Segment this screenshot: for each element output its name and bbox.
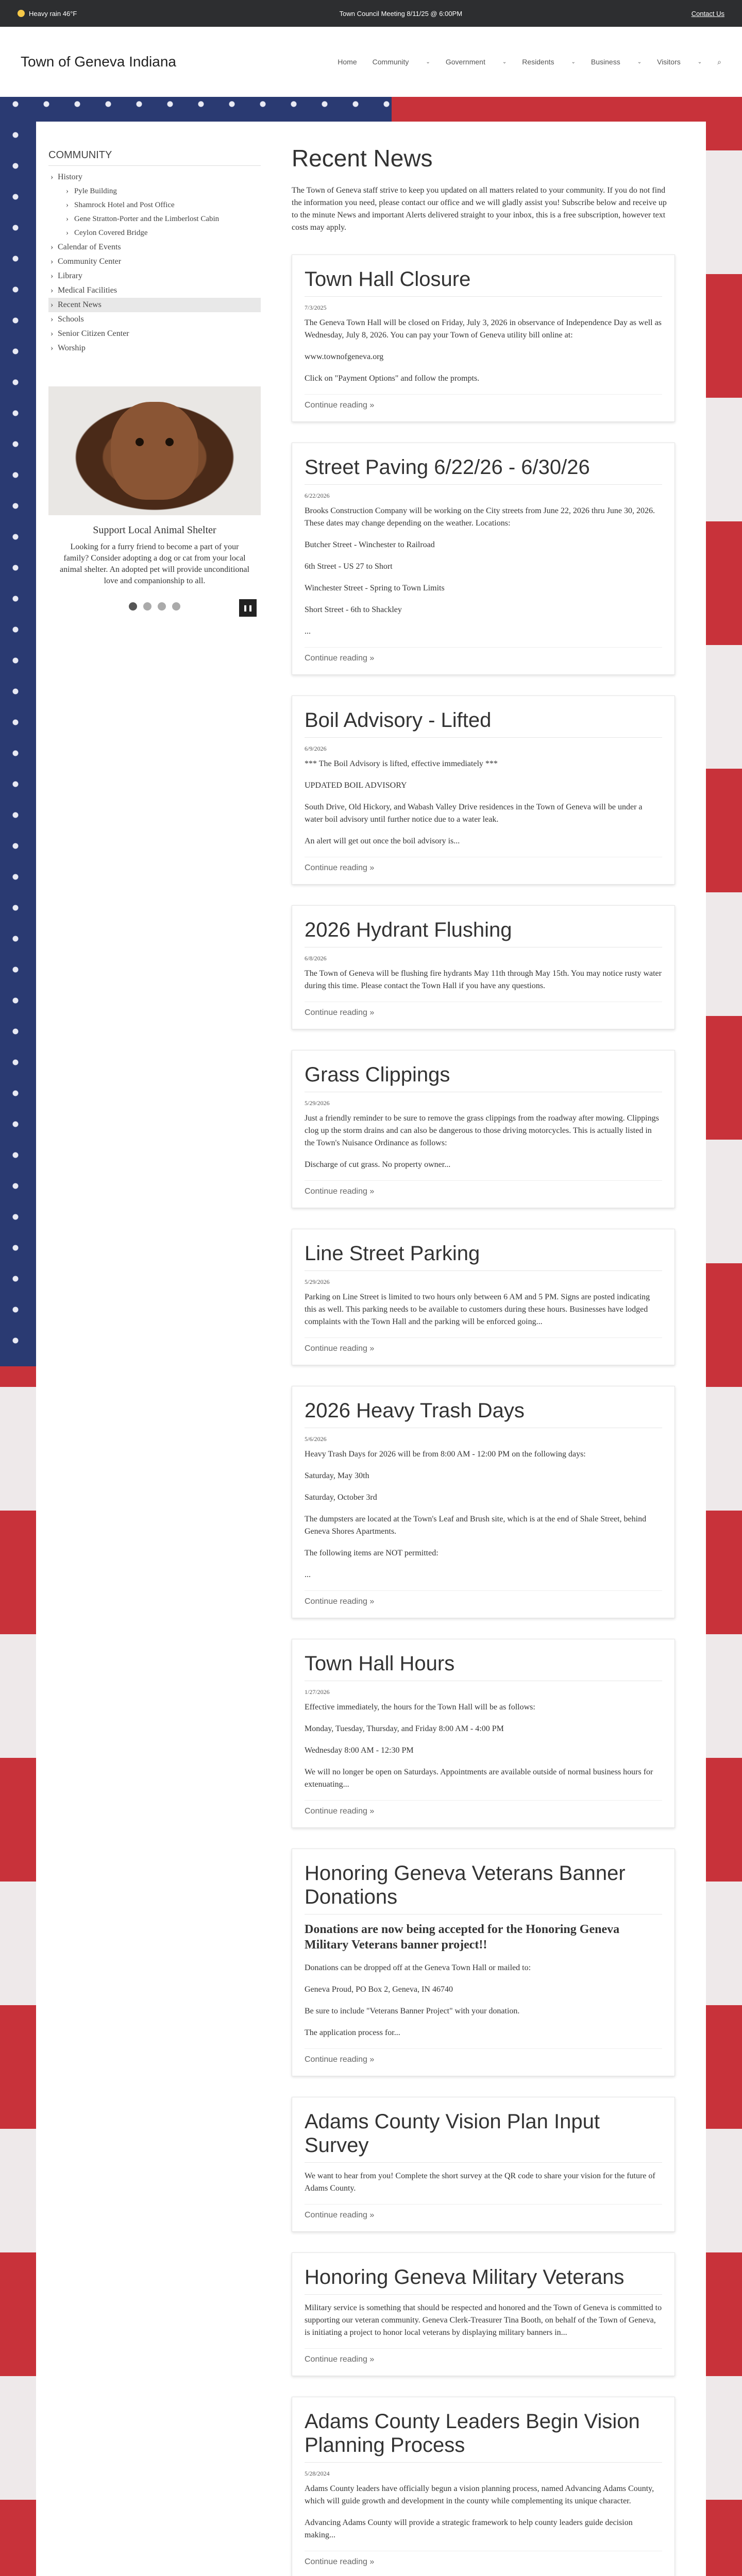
continue-reading-link[interactable]: Continue reading » xyxy=(305,1002,662,1018)
continue-reading-link[interactable]: Continue reading » xyxy=(305,1800,662,1816)
main-nav xyxy=(338,58,721,66)
card-title: Support Local Animal Shelter xyxy=(93,524,216,536)
post-paragraph: Butcher Street - Winchester to Railroad xyxy=(305,540,435,549)
contact-link[interactable]: Contact Us xyxy=(691,9,724,18)
post-paragraph: Short Street - 6th to Shackley xyxy=(305,605,402,614)
carousel-dot[interactable] xyxy=(143,602,151,611)
content-wrapper xyxy=(36,122,706,2576)
post-paragraph: Heavy Trash Days for 2026 will be from 8:00 AM - 12:00 PM on the following days: xyxy=(305,1450,586,1459)
post-title[interactable]: Boil Advisory - Lifted xyxy=(305,708,662,738)
post-title[interactable]: Town Hall Hours xyxy=(305,1652,662,1681)
continue-reading-link[interactable]: Continue reading » xyxy=(305,394,662,410)
sidebar-item[interactable]: › Medical Facilities xyxy=(48,283,261,298)
intro-text: The Town of Geneva staff strive to keep you updated on all matters related to your community. If you do not find the information you need, please contact our office and we will gladly assist you! Subscribe below and receive up to the minute News and important Alerts delivered straight to your inbox, this is a free subscription, however text costs may apply. xyxy=(292,186,667,232)
post-paragraph: Just a friendly reminder to be sure to remove the grass clippings from the roadway after mowing. Clippings clog up the storm drains and can also be dangerous to those driving motorcycles. This is actually listed in the Town's Nuisance Ordinance as follows: xyxy=(305,1114,659,1147)
post-date: 6/8/2026 xyxy=(305,955,327,962)
card-text: Looking for a furry friend to become a part of your family? Consider adopting a dog or cat from your local animal shelter. An adopted pet will provide unconditional love and companionship to all. xyxy=(60,543,249,585)
sidebar-item[interactable]: › Shamrock Hotel and Post Office xyxy=(48,198,261,212)
post-paragraph: The Geneva Town Hall will be closed on Friday, July 3, 2026 in observance of Independence Day as well as Wednesday, July 8, 2026. You can pay your Town of Geneva utility bill online at: xyxy=(305,318,662,340)
alert-ticker[interactable]: Town Council Meeting 8/11/25 @ 6:00PM xyxy=(339,9,463,18)
post-paragraph: The Town of Geneva will be flushing fire hydrants May 11th through May 15th. You may notice rusty water during this time. Please contact the Town Hall if you have any questions. xyxy=(305,969,662,990)
nav-item[interactable]: Visitors xyxy=(657,58,681,66)
continue-reading-link[interactable]: Continue reading » xyxy=(305,857,662,873)
post-paragraph: *** The Boil Advisory is lifted, effective immediately *** xyxy=(305,759,498,768)
weather-icon xyxy=(18,10,25,17)
post-paragraph: The application process for... xyxy=(305,2028,400,2037)
post-paragraph: South Drive, Old Hickory, and Wabash Valley Drive residences in the Town of Geneva will be under a water boil advisory until further notice due to a water leak. xyxy=(305,803,643,824)
chevron-down-icon: ⌄ xyxy=(502,59,507,65)
continue-reading-link[interactable]: Continue reading » xyxy=(305,2551,662,2567)
pause-button[interactable]: ❚❚ xyxy=(239,599,257,617)
continue-reading-link[interactable]: Continue reading » xyxy=(305,2048,662,2064)
post-title[interactable]: 2026 Heavy Trash Days xyxy=(305,1399,662,1428)
sidebar-item[interactable]: › Calendar of Events xyxy=(48,240,261,255)
news-post xyxy=(292,1849,675,2076)
post-paragraph: Adams County leaders have officially begun a vision planning process, named Advancing Adams County, which will guide growth and development in the county while complementing its unique character. xyxy=(305,2484,654,2505)
nav-item[interactable]: Residents xyxy=(522,58,554,66)
shelter-dog-image xyxy=(48,386,261,515)
continue-reading-link[interactable]: Continue reading » xyxy=(305,647,662,663)
post-paragraph: ... xyxy=(305,627,311,636)
news-post xyxy=(292,905,675,1029)
news-post xyxy=(292,2097,675,2232)
post-title[interactable]: Street Paving 6/22/26 - 6/30/26 xyxy=(305,455,662,485)
post-paragraph: 6th Street - US 27 to Short xyxy=(305,562,393,571)
news-post xyxy=(292,2252,675,2376)
sidebar-nav xyxy=(48,170,261,355)
continue-reading-link[interactable]: Continue reading » xyxy=(305,1180,662,1196)
news-post xyxy=(292,1050,675,1208)
carousel-dots xyxy=(48,602,261,611)
chevron-down-icon: ⌄ xyxy=(571,59,576,65)
sidebar-item[interactable]: › Schools xyxy=(48,312,261,327)
news-list xyxy=(292,255,675,2576)
news-post xyxy=(292,1229,675,1365)
post-title[interactable]: 2026 Hydrant Flushing xyxy=(305,918,662,947)
nav-item[interactable]: Business xyxy=(591,58,620,66)
post-paragraph: Monday, Tuesday, Thursday, and Friday 8:00 AM - 4:00 PM xyxy=(305,1724,504,1733)
post-paragraph: Brooks Construction Company will be working on the City streets from June 22, 2026 thru June 30, 2026. These dates may change depending on the weather. Locations: xyxy=(305,506,655,528)
news-post xyxy=(292,1386,675,1618)
site-header xyxy=(0,27,742,97)
post-paragraph: Donations are now being accepted for the Honoring Geneva Military Veterans banner project!! xyxy=(305,1923,620,1952)
post-paragraph: UPDATED BOIL ADVISORY xyxy=(305,781,407,790)
post-paragraph: Click on "Payment Options" and follow the prompts. xyxy=(305,374,480,383)
sidebar-title: COMMUNITY xyxy=(48,149,261,166)
nav-item[interactable]: Home xyxy=(338,58,357,66)
post-title[interactable]: Line Street Parking xyxy=(305,1242,662,1271)
main-content xyxy=(273,122,706,2576)
search-icon[interactable]: ⌕ xyxy=(717,57,721,66)
post-paragraph: www.townofgeneva.org xyxy=(305,352,384,361)
post-paragraph: Wednesday 8:00 AM - 12:30 PM xyxy=(305,1746,414,1755)
news-post xyxy=(292,696,675,885)
post-paragraph: Winchester Street - Spring to Town Limits xyxy=(305,584,445,592)
post-paragraph: Military service is something that should be respected and honored and the Town of Geneva is committed to supporting our veteran community. Geneva Clerk-Treasurer Tina Booth, on behalf of the Town of Geneva, is initiating a project to honor local veterans by displaying military banners in... xyxy=(305,2303,662,2337)
post-date: 1/27/2026 xyxy=(305,1688,330,1696)
post-date: 6/22/2026 xyxy=(305,492,330,499)
post-paragraph: Donations can be dropped off at the Geneva Town Hall or mailed to: xyxy=(305,1963,531,1972)
sidebar-item[interactable]: › Ceylon Covered Bridge xyxy=(48,226,261,240)
weather-text: Heavy rain 46°F xyxy=(29,9,77,18)
sidebar-item[interactable]: › Recent News xyxy=(48,298,261,312)
post-paragraph: Saturday, May 30th xyxy=(305,1471,369,1480)
post-paragraph: Effective immediately, the hours for the Town Hall will be as follows: xyxy=(305,1703,535,1711)
post-date: 5/28/2024 xyxy=(305,2470,330,2477)
news-post xyxy=(292,2397,675,2576)
carousel-dot[interactable] xyxy=(129,602,137,611)
sidebar-item[interactable]: › Worship xyxy=(48,341,261,355)
post-paragraph: Saturday, October 3rd xyxy=(305,1493,377,1502)
continue-reading-link[interactable]: Continue reading » xyxy=(305,2348,662,2364)
sidebar-item[interactable]: › Pyle Building xyxy=(48,184,261,198)
post-title[interactable]: Honoring Geneva Military Veterans xyxy=(305,2265,662,2295)
post-title[interactable]: Adams County Vision Plan Input Survey xyxy=(305,2110,662,2163)
chevron-down-icon: ⌄ xyxy=(426,59,430,65)
sidebar-item[interactable]: › Gene Stratton-Porter and the Limberlost Cabin xyxy=(48,212,261,226)
continue-reading-link[interactable]: Continue reading » xyxy=(305,1337,662,1353)
post-date: 5/6/2026 xyxy=(305,1435,327,1443)
continue-reading-link[interactable]: Continue reading » xyxy=(305,1590,662,1606)
post-date: 5/29/2026 xyxy=(305,1099,330,1107)
post-paragraph: The dumpsters are located at the Town's Leaf and Brush site, which is at the end of Shale Street, behind Geneva Shores Apartments. xyxy=(305,1515,647,1536)
sidebar-item[interactable]: › Senior Citizen Center xyxy=(48,327,261,341)
weather-widget xyxy=(18,10,110,18)
page-title: Recent News xyxy=(292,145,433,172)
post-date: 7/3/2025 xyxy=(305,304,327,311)
news-post xyxy=(292,1639,675,1828)
post-title[interactable]: Adams County Leaders Begin Vision Planning Process xyxy=(305,2410,662,2463)
post-paragraph: ... xyxy=(305,1570,311,1579)
post-paragraph: An alert will get out once the boil advisory is... xyxy=(305,837,460,845)
site-logo[interactable]: Town of Geneva Indiana xyxy=(21,54,176,70)
chevron-down-icon: ⌄ xyxy=(637,59,642,65)
carousel-dot[interactable] xyxy=(158,602,166,611)
post-paragraph: We want to hear from you! Complete the short survey at the QR code to share your vision for the future of Adams County. xyxy=(305,2172,655,2193)
alert-bar xyxy=(0,0,742,27)
post-title[interactable]: Town Hall Closure xyxy=(305,267,662,297)
post-title[interactable]: Honoring Geneva Veterans Banner Donations xyxy=(305,1861,662,1914)
post-date: 5/29/2026 xyxy=(305,1278,330,1285)
chevron-down-icon: ⌄ xyxy=(697,59,702,65)
post-title[interactable]: Grass Clippings xyxy=(305,1063,662,1092)
sidebar-item[interactable]: › History xyxy=(48,170,261,184)
nav-item[interactable]: Community xyxy=(372,58,409,66)
post-paragraph: Geneva Proud, PO Box 2, Geneva, IN 46740 xyxy=(305,1985,453,1994)
dog-face xyxy=(111,402,198,500)
post-paragraph: The following items are NOT permitted: xyxy=(305,1549,439,1557)
nav-item[interactable]: Government xyxy=(445,58,485,66)
post-paragraph: Be sure to include "Veterans Banner Project" with your donation. xyxy=(305,2007,520,2015)
sidebar-item[interactable]: › Community Center xyxy=(48,255,261,269)
post-paragraph: We will no longer be open on Saturdays. Appointments are available outside of normal business hours for extenuating... xyxy=(305,1768,653,1789)
post-paragraph: Advancing Adams County will provide a strategic framework to help county leaders guide decision making... xyxy=(305,2518,633,2539)
post-date: 6/9/2026 xyxy=(305,745,327,752)
news-post xyxy=(292,255,675,422)
post-paragraph: Discharge of cut grass. No property owner... xyxy=(305,1160,451,1169)
sidebar xyxy=(36,122,273,2576)
continue-reading-link[interactable]: Continue reading » xyxy=(305,2204,662,2220)
news-post xyxy=(292,443,675,675)
sidebar-item[interactable]: › Library xyxy=(48,269,261,283)
post-paragraph: Parking on Line Street is limited to two hours only between 6 AM and 5 PM. Signs are posted indicating this as well. This parking needs to be available to customers during these hours. Businesses have lodged complaints with the Town Hall and the parking will be enforced going... xyxy=(305,1293,650,1326)
carousel-dot[interactable] xyxy=(172,602,180,611)
